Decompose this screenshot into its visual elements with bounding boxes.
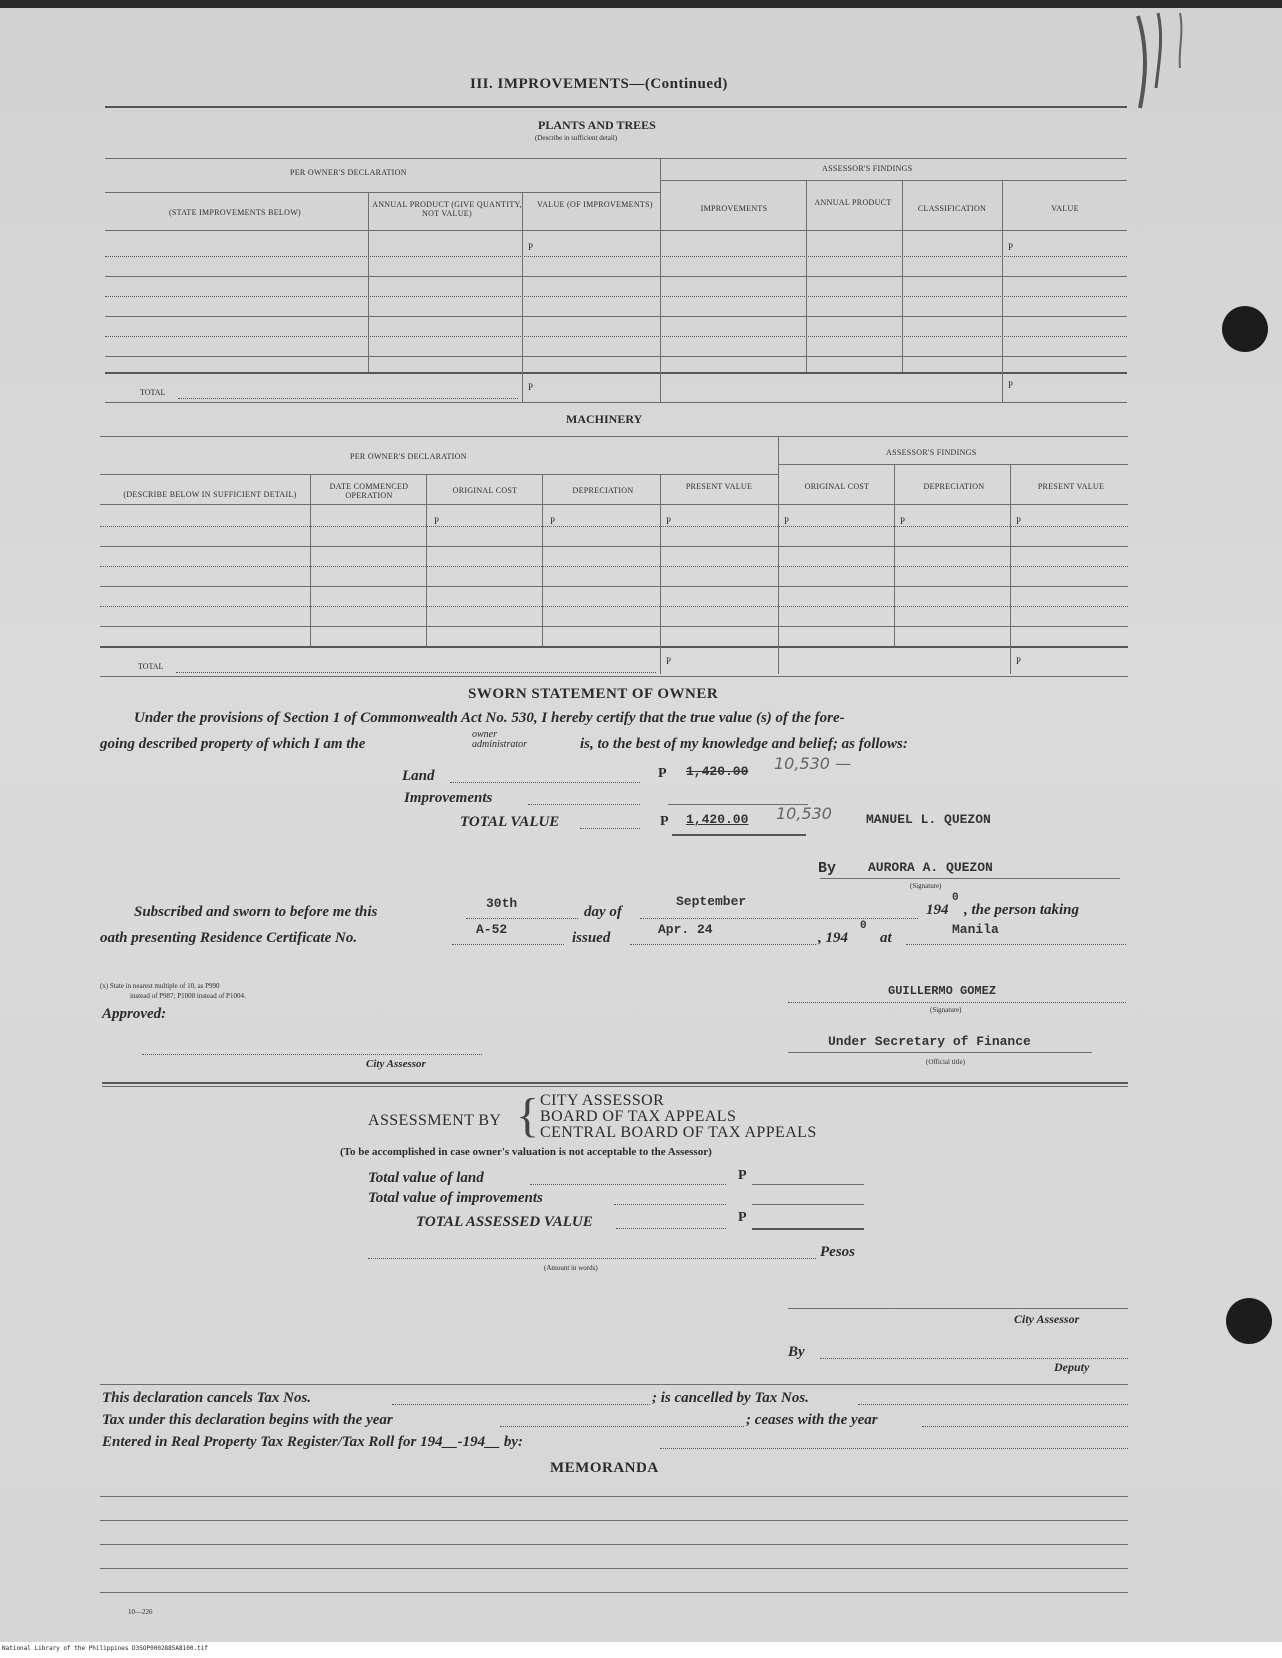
rule <box>100 504 1128 505</box>
divider <box>778 436 779 674</box>
scan-footer <box>0 1642 1282 1658</box>
rule <box>105 372 1127 374</box>
machinery-peso-6: P <box>1016 516 1022 526</box>
month-value: September <box>676 894 747 909</box>
scan-caption: National Library of the Philippines D3SOP0002885A8100.tif <box>2 1645 208 1652</box>
plants-total-label: TOTAL <box>140 388 166 397</box>
improvements-label: Improvements <box>404 790 493 806</box>
assessment-note: (To be accomplished in case owner's valuation is not acceptable to the Assessor) <box>340 1146 712 1158</box>
plants-subtitle: (Describe in sufficient detail) <box>535 134 618 142</box>
official-signature-caption: (Signature) <box>930 1006 962 1014</box>
rule <box>660 1448 1128 1449</box>
rule <box>100 676 1128 677</box>
rule <box>752 1228 864 1230</box>
punch-hole-top <box>1222 306 1268 352</box>
land-peso: P <box>658 766 667 781</box>
subscribed-text: Subscribed and sworn to before me this <box>134 904 378 920</box>
plants-total-peso-1: P <box>528 382 534 392</box>
rule <box>922 1426 1128 1427</box>
sworn-paragraph-1: Under the provisions of Section 1 of Commonwealth Act No. 530, I hereby certify that the true value (s) of the fore- <box>134 710 845 726</box>
rule <box>752 1204 864 1205</box>
day-of-text: day of <box>584 904 622 920</box>
rule <box>100 646 1128 648</box>
divider <box>894 464 895 646</box>
rule <box>142 1054 482 1055</box>
rule <box>102 1086 1128 1087</box>
plants-col-5: ANNUAL PRODUCT <box>814 198 892 207</box>
rule <box>820 878 1120 879</box>
assessed-land-peso: P <box>738 1168 747 1183</box>
machinery-owner-header: PER OWNER'S DECLARATION <box>350 452 467 461</box>
rule <box>660 180 1127 181</box>
plants-col-4: IMPROVEMENTS <box>700 204 768 213</box>
handwritten-mark <box>1128 8 1238 118</box>
divider <box>426 474 427 646</box>
divider <box>806 180 807 372</box>
rule <box>100 474 778 475</box>
rule <box>580 828 640 829</box>
oath-text: oath presenting Residence Certificate No. <box>100 930 358 946</box>
signature-caption: (Signature) <box>910 882 942 890</box>
rule <box>788 1002 1126 1003</box>
certificate-number: A-52 <box>476 922 508 937</box>
pesos-label: Pesos <box>820 1244 855 1260</box>
machinery-col-2: DATE COMMENCED OPERATION <box>329 482 409 500</box>
rule <box>100 1544 1128 1545</box>
rule <box>105 230 1127 231</box>
sworn-title: SWORN STATEMENT OF OWNER <box>468 686 719 702</box>
at-text: at <box>880 930 892 946</box>
rule <box>102 1082 1128 1084</box>
plants-peso-1: P <box>528 242 534 252</box>
assessment-brace: { <box>516 1089 540 1142</box>
cancels-label: This declaration cancels Tax Nos. <box>102 1390 312 1406</box>
total-value: 1,420.00 <box>686 812 749 827</box>
machinery-peso-2: P <box>550 516 556 526</box>
year2-prefix: , 194 <box>818 930 848 946</box>
plants-col-7: VALUE <box>1051 204 1079 213</box>
total-value-handwritten: 10,530 <box>776 804 832 823</box>
entered-label: Entered in Real Property Tax Register/Tax Roll for 194__-194__ by: <box>102 1434 523 1450</box>
machinery-total-peso-2: P <box>1016 656 1022 666</box>
divider <box>1010 464 1011 674</box>
footnote-line-1: (x) State in nearest multiple of 10, as P990 <box>100 982 220 990</box>
rule <box>100 566 1128 567</box>
rule <box>530 1184 726 1185</box>
land-value: 1,420.00 <box>686 764 749 779</box>
rule <box>100 1496 1128 1497</box>
plants-col-1: (STATE IMPROVEMENTS BELOW) <box>168 208 302 217</box>
year-digit: 0 <box>952 892 959 904</box>
assessment-option-board: BOARD OF TAX APPEALS <box>540 1108 737 1125</box>
rule <box>100 526 1128 527</box>
rule <box>105 402 1127 403</box>
option-owner: owner <box>472 729 497 740</box>
assessment-deputy: Deputy <box>1054 1360 1090 1374</box>
issued-date: Apr. 24 <box>658 922 713 937</box>
begins-label: Tax under this declaration begins with the year <box>102 1412 393 1428</box>
year-prefix: 194 <box>926 902 949 918</box>
rule <box>630 944 816 945</box>
machinery-col-4: DEPRECIATION <box>572 486 634 495</box>
machinery-col-3: ORIGINAL COST <box>452 486 518 495</box>
ceases-label: ; ceases with the year <box>746 1412 878 1428</box>
rule <box>100 1568 1128 1569</box>
land-value-handwritten: 10,530 — <box>774 754 852 773</box>
divider <box>522 192 523 402</box>
rule <box>672 834 806 836</box>
rule <box>906 944 1126 945</box>
rule <box>820 1358 1128 1359</box>
rule <box>100 546 1128 547</box>
assessment-option-city-assessor: CITY ASSESSOR <box>540 1092 665 1109</box>
by-label: By <box>818 860 837 877</box>
assessment-label: ASSESSMENT BY <box>368 1112 502 1129</box>
punch-hole-bottom <box>1226 1298 1272 1344</box>
rule <box>614 1204 726 1205</box>
rule <box>616 1228 726 1229</box>
divider <box>660 158 661 402</box>
header-rule <box>105 106 1127 108</box>
divider <box>660 474 661 674</box>
rule <box>450 782 640 783</box>
official-title: Under Secretary of Finance <box>828 1034 1031 1049</box>
approved-city-assessor: City Assessor <box>366 1058 426 1070</box>
sworn-paragraph-2a: going described property of which I am the <box>100 736 366 752</box>
rule <box>466 918 578 919</box>
rule <box>452 944 564 945</box>
approved-label: Approved: <box>102 1006 167 1022</box>
divider <box>1002 180 1003 402</box>
owner-name: MANUEL L. QUEZON <box>866 812 991 827</box>
assessment-option-central-board: CENTRAL BOARD OF TAX APPEALS <box>540 1124 817 1141</box>
rule <box>176 672 656 673</box>
divider <box>310 474 311 646</box>
rule <box>500 1426 744 1427</box>
machinery-assessor-header: ASSESSOR'S FINDINGS <box>886 448 977 457</box>
total-value-label: TOTAL VALUE <box>460 814 560 830</box>
machinery-col-7: DEPRECIATION <box>923 482 985 491</box>
rule <box>640 918 918 919</box>
official-title-caption: (Official title) <box>926 1058 965 1066</box>
machinery-col-1: (DESCRIBE BELOW IN SUFFICIENT DETAIL) <box>123 490 297 499</box>
machinery-peso-5: P <box>900 516 906 526</box>
document-page <box>0 8 1282 1642</box>
memoranda-title: MEMORANDA <box>550 1460 659 1476</box>
rule <box>100 436 1128 437</box>
machinery-total-label: TOTAL <box>138 662 164 671</box>
total-assessed-peso: P <box>738 1210 747 1225</box>
rule <box>100 606 1128 607</box>
rule <box>105 296 1127 297</box>
rule <box>392 1404 650 1405</box>
rule <box>858 1404 1128 1405</box>
plants-peso-2: P <box>1008 242 1014 252</box>
plants-assessor-header: ASSESSOR'S FINDINGS <box>822 164 913 173</box>
rule <box>788 1052 1092 1053</box>
assessment-by-label: By <box>788 1344 805 1360</box>
rule <box>100 626 1128 627</box>
plants-owner-header: PER OWNER'S DECLARATION <box>290 168 407 177</box>
page-title: III. IMPROVEMENTS—(Continued) <box>470 76 728 92</box>
rule <box>778 464 1128 465</box>
cancelled-by-label: ; is cancelled by Tax Nos. <box>652 1390 809 1406</box>
machinery-col-8: PRESENT VALUE <box>1037 482 1105 491</box>
assessment-city-assessor: City Assessor <box>1014 1312 1080 1326</box>
rule <box>105 256 1127 257</box>
rule <box>752 1184 864 1185</box>
total-assessed-label: TOTAL ASSESSED VALUE <box>416 1214 593 1230</box>
machinery-peso-1: P <box>434 516 440 526</box>
machinery-col-5: PRESENT VALUE <box>685 482 753 491</box>
year2-digit: 0 <box>860 920 867 932</box>
plants-col-6: CLASSIFICATION <box>917 204 987 213</box>
issued-text: issued <box>572 930 611 946</box>
official-name: GUILLERMO GOMEZ <box>888 984 997 998</box>
rule <box>105 158 1127 159</box>
owner-admin-brace <box>472 730 527 750</box>
rule <box>105 356 1127 357</box>
total-value-peso: P <box>660 814 669 829</box>
person-taking-text: , the person taking <box>964 902 1080 918</box>
rule <box>100 1520 1128 1521</box>
machinery-title: MACHINERY <box>566 412 643 426</box>
rule <box>528 804 640 805</box>
machinery-total-peso-1: P <box>666 656 672 666</box>
divider <box>902 180 903 372</box>
rule <box>105 316 1127 317</box>
amount-in-words-caption: (Amount in words) <box>544 1264 598 1272</box>
rule <box>100 1384 1128 1385</box>
assessed-land-label: Total value of land <box>368 1170 484 1186</box>
machinery-peso-4: P <box>784 516 790 526</box>
machinery-col-6: ORIGINAL COST <box>804 482 870 491</box>
plants-total-peso-2: P <box>1008 380 1014 390</box>
rule <box>368 1258 816 1259</box>
rule <box>788 1308 1128 1309</box>
plants-col-3: VALUE (OF IMPROVEMENTS) <box>537 200 653 209</box>
rule <box>105 276 1127 277</box>
rule <box>100 586 1128 587</box>
plants-col-2: ANNUAL PRODUCT (GIVE QUANTITY, NOT VALUE) <box>372 200 522 218</box>
rule <box>178 398 518 399</box>
footnote-line-2: instead of P987; P1000 instead of P1004. <box>130 992 246 1000</box>
place-value: Manila <box>952 922 999 937</box>
land-label: Land <box>402 768 435 784</box>
option-administrator: administrator <box>472 739 528 750</box>
day-value: 30th <box>486 896 518 911</box>
divider <box>368 192 369 372</box>
rule <box>100 1592 1128 1593</box>
divider <box>542 474 543 646</box>
agent-name: AURORA A. QUEZON <box>868 860 993 875</box>
sworn-paragraph-2b: is, to the best of my knowledge and belief; as follows: <box>580 736 908 752</box>
machinery-peso-3: P <box>666 516 672 526</box>
form-number: 10—226 <box>128 1608 153 1616</box>
rule <box>105 192 660 193</box>
rule <box>105 336 1127 337</box>
assessed-improvements-label: Total value of improvements <box>368 1190 543 1206</box>
plants-title: PLANTS AND TREES <box>538 118 656 132</box>
